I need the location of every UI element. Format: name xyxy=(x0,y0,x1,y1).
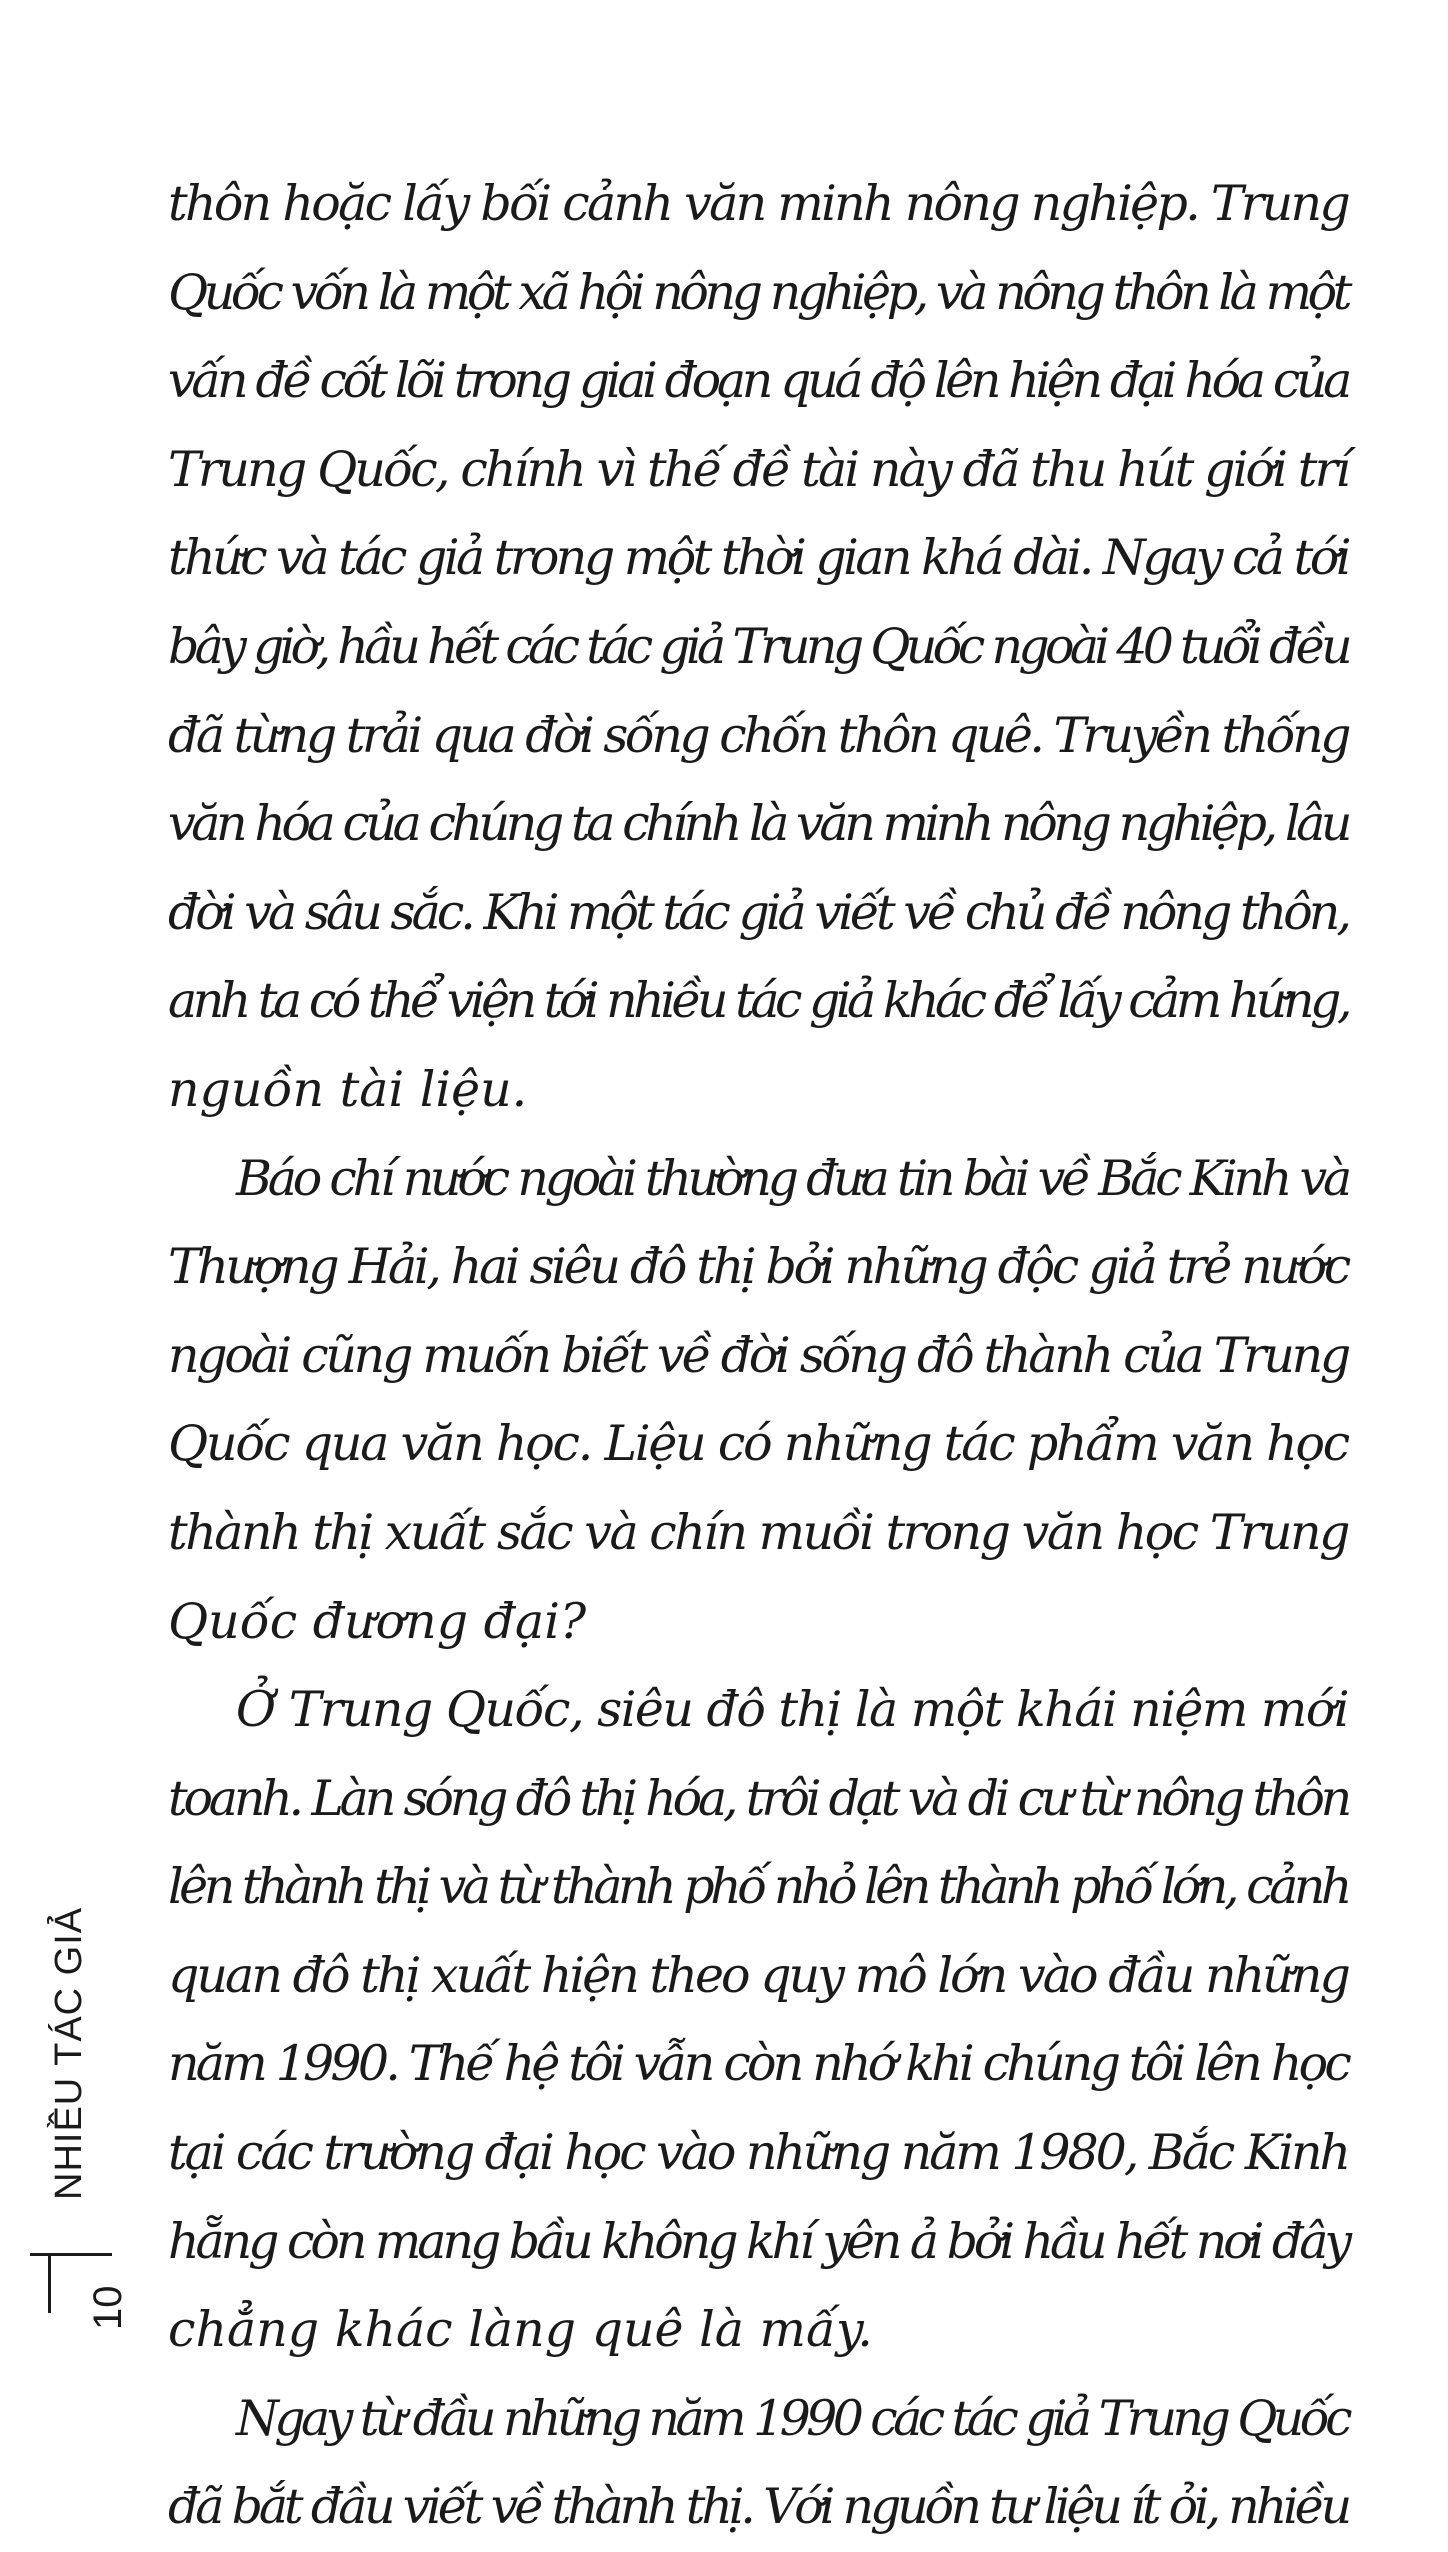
text-line: Quốc đương đại? xyxy=(168,1592,587,1650)
text-line: vấn đề cốt lõi trong giai đoạn quá độ lên hiện đại hóa của xyxy=(168,352,1349,410)
text-line: chẳng khác làng quê là mấy. xyxy=(168,2301,873,2359)
text-line: Thượng Hải, hai siêu đô thị bởi những độc giả trẻ nước xyxy=(168,1238,1348,1296)
paragraph xyxy=(168,1135,1348,1667)
text-line: thành thị xuất sắc và chín muồi trong văn học Trung xyxy=(168,1503,1348,1561)
page-number: 10 xyxy=(86,2285,130,2330)
text-line: tại các trường đại học vào những năm 1980, Bắc Kinh xyxy=(168,2124,1348,2182)
text-line: nguồn tài liệu. xyxy=(168,1060,528,1118)
text-line: quan đô thị xuất hiện theo quy mô lớn vào đầu những xyxy=(168,1946,1348,2004)
text-line: Ngay từ đầu những năm 1990 các tác giả Trung Quốc xyxy=(236,2389,1348,2447)
text-line: Trung Quốc, chính vì thế đề tài này đã thu hút giới trí xyxy=(168,440,1348,498)
text-line: lên thành thị và từ thành phố nhỏ lên thành phố lớn, cảnh xyxy=(168,1858,1348,1916)
text-line: toanh. Làn sóng đô thị hóa, trôi dạt và di cư từ nông thôn xyxy=(168,1769,1348,1827)
text-line: đã bắt đầu viết về thành thị. Với nguồn tư liệu ít ỏi, nhiều xyxy=(168,2478,1348,2536)
paragraph xyxy=(168,1666,1348,2375)
text-line: đời và sâu sắc. Khi một tác giả viết về chủ đề nông thôn, xyxy=(168,883,1348,941)
text-line: năm 1990. Thế hệ tôi vẫn còn nhớ khi chúng tôi lên học xyxy=(168,2035,1348,2093)
text-line: thức và tác giả trong một thời gian khá dài. Ngay cả tới xyxy=(168,529,1348,587)
text-line: văn hóa của chúng ta chính là văn minh nông nghiệp, lâu xyxy=(168,795,1348,853)
text-line: Quốc vốn là một xã hội nông nghiệp, và nông thôn là một xyxy=(168,263,1348,321)
body-text xyxy=(168,160,1348,2552)
text-line: ngoài cũng muốn biết về đời sống đô thành của Trung xyxy=(168,1326,1349,1384)
text-line: anh ta có thể viện tới nhiều tác giả khác để lấy cảm hứng, xyxy=(168,972,1348,1030)
text-line: Quốc qua văn học. Liệu có những tác phẩm văn học xyxy=(168,1415,1348,1473)
running-head: NHIỀU TÁC GIẢ xyxy=(48,1906,90,2200)
paragraph xyxy=(168,2375,1348,2552)
text-line: bây giờ, hầu hết các tác giả Trung Quốc ngoài 40 tuổi đều xyxy=(168,617,1348,675)
running-head-rule-vertical xyxy=(48,2253,51,2313)
text-line: thôn hoặc lấy bối cảnh văn minh nông nghiệp. Trung xyxy=(168,175,1348,232)
paragraph xyxy=(168,160,1348,1135)
text-line: hẵng còn mang bầu không khí yên ả bởi hầu hết nơi đây xyxy=(168,2212,1348,2270)
text-line: đã từng trải qua đời sống chốn thôn quê. Truyền thống xyxy=(168,706,1348,764)
running-head-rule-horizontal xyxy=(30,2253,112,2256)
text-line: Báo chí nước ngoài thường đưa tin bài về Bắc Kinh và xyxy=(236,1149,1348,1207)
text-line: Ở Trung Quốc, siêu đô thị là một khái niệm mới xyxy=(236,1681,1348,1739)
